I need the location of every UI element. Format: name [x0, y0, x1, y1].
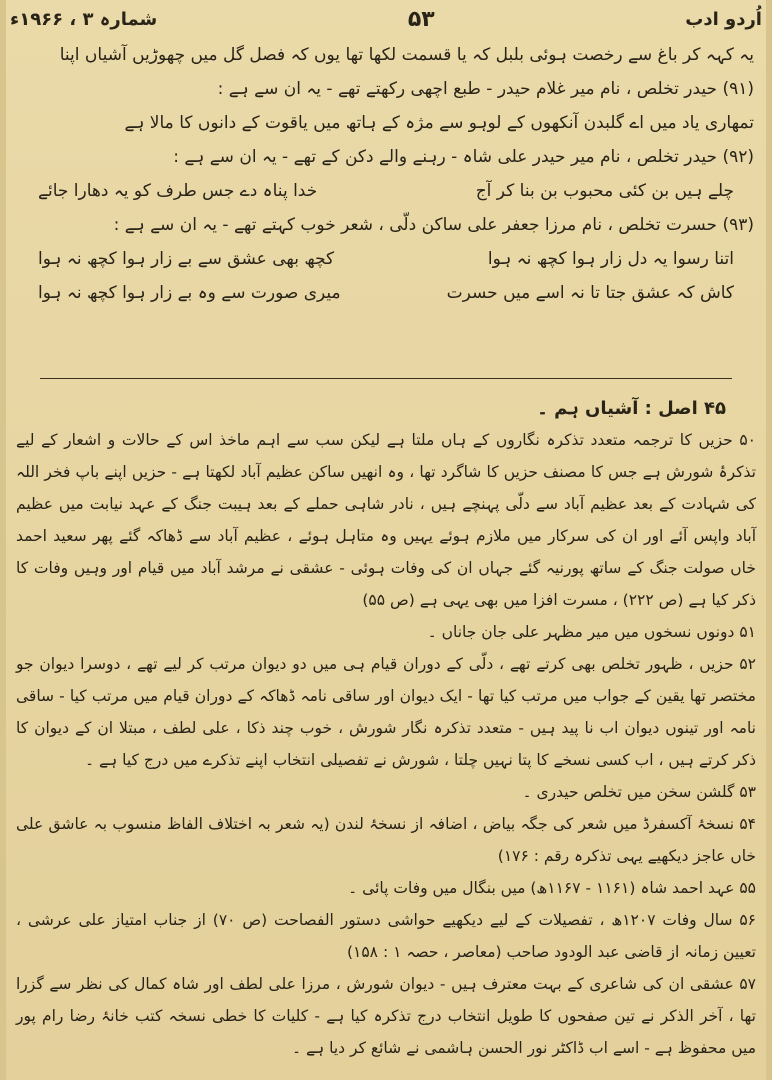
- footnote-53: ۵۳ گلشن سخن میں تخلص حیدری ۔: [522, 783, 756, 801]
- footnote-54: ۵۴ نسخۂ آکسفرڈ میں شعر کی جگہ بیاض ، اضافہ از نسخۂ لندن (یہ شعر بہ اختلاف الفاظ منسوب بہ عاشق علی خاں عاجز دیکھیے یہی تذکرہ رقم : ۱۷۶): [16, 815, 756, 865]
- verse-line: یہ کہہ کر باغ سے رخصت ہوئی بلبل کہ یا قسمت لکھا تھا یوں کہ فصل گل میں چھوڑیں آشیاں اپنا: [59, 45, 754, 65]
- footnotes-section: [16, 394, 756, 1064]
- hemistich-right: اتنا رسوا یہ دل زار ہوا کچھ نہ ہوا: [487, 249, 734, 269]
- page-edge-right: [766, 0, 772, 1080]
- hemistich-left: کچھ بھی عشق سے بے زار ہوا کچھ نہ ہوا: [38, 249, 335, 269]
- footnote-57: ۵۷ عشقی ان کی شاعری کے بہت معترف ہیں - دیوان شورش ، مرزا علی لطف اور شاہ کمال کی نظر سے گزرا تھا ، آخر الذکر نے تین صفحوں کا طویل انتخاب درج تذکرہ کیا ہے - کلیات کا خطی نسخہ کتب خانۂ رضا رام پور میں محفوظ ہے - اسے اب ڈاکٹر نور الحسن ہاشمی نے شائع کر دیا ہے ۔: [16, 975, 756, 1057]
- hemistich-left: خدا پناہ دے جس طرف کو یہ دھارا جائے: [38, 181, 318, 201]
- issue-label: شمارہ ۳ ، ۱۹۶۶ء: [10, 8, 158, 30]
- poet-entry-91: (۹۱) حیدر تخلص ، نام میر غلام حیدر - طبع اچھی رکھتے تھے - یہ ان سے ہے :: [217, 79, 754, 99]
- couplet: [18, 242, 754, 276]
- footnote-50: ۵۰ حزیں کا ترجمہ متعدد تذکرہ نگاروں کے ہاں ملتا ہے لیکن سب سے اہم ماخذ اس کے حالات و اشعار کے لیے تذکرۂ شورش ہے جس کا مصنف حزیں کا شاگرد تھا ، وہ انھیں ساکن عظیم آباد لکھتا ہے - حزیں اپنے باپ فخر اللہ کی شہادت کے بعد عظیم آباد سے دلّی پہنچے ہیں ، نادر شاہی حملے کے بعد ہیبت جنگ کے عہد نیابت میں عظیم آباد واپس آئے اور ان کی سرکار میں ملازم ہوئے یہیں وہ متاہل ہوئے ، عظیم آباد سے ڈھاکہ گئے پھر سعید احمد خاں صولت جنگ کے ساتھ پورنیہ گئے جہاں ان کی وفات ہوئی - عشقی نے مرشد آباد میں قیام اور وہیں وفات کا ذکر کیا ہے (ص ۲۲۲) ، مسرت افزا میں بھی یہی ہے (ص ۵۵): [16, 431, 756, 609]
- page-number: ۵۳: [407, 6, 435, 32]
- page-header: [10, 4, 762, 34]
- hemistich-left: میری صورت سے وہ بے زار ہوا کچھ نہ ہوا: [38, 283, 341, 303]
- couplet: [18, 276, 754, 310]
- footnote-divider: [40, 378, 732, 379]
- footnote-heading: ۴۵ اصل : آشیاں ہم ۔: [537, 398, 726, 419]
- page-edge-left: [0, 0, 6, 1080]
- journal-title: اُردو ادب: [685, 8, 762, 30]
- footnote-56: ۵۶ سال وفات ۱۲۰۷ھ ، تفصیلات کے لیے دیکھیے حواشی دستور الفصاحت (ص ۷۰) از جناب امتیاز علی عرشی ، تعیین زمانہ از قاضی عبد الودود صاحب (معاصر ، حصہ ۱ : ۱۵۸): [16, 911, 756, 961]
- footnote-51: ۵۱ دونوں نسخوں میں میر مظہر علی جان جاناں ۔: [427, 623, 756, 641]
- footnote-55: ۵۵ عہد احمد شاہ (۱۱۶۱ - ۱۱۶۷ھ) میں بنگال میں وفات پائی ۔: [348, 879, 756, 897]
- poetry-section: [18, 38, 754, 310]
- footnote-52: ۵۲ حزیں ، ظہور تخلص بھی کرتے تھے ، دلّی کے دوران قیام ہی میں دو دیوان مرتب کر لیے تھے ، دوسرا دیوان جو مختصر تھا یقین کے جواب میں مرتب کیا تھا - ایک دیوان اور ساقی نامہ ڈھاکہ کے دوران قیام میں مرتب کیا - ساقی نامہ اور تینوں دیوان اب نا پید ہیں - متعدد تذکرہ نگار شورش ، خوب چند ذکا ، علی لطف ، مبتلا ان کے دیوان کا ذکر کرتے ہیں ، اب کسی نسخے کا پتا نہیں چلتا ، شورش نے تفصیلی انتخاب اپنے تذکرے میں درج کیا ہے ۔: [16, 655, 756, 769]
- couplet: [18, 174, 754, 208]
- poet-entry-93: (۹۳) حسرت تخلص ، نام مرزا جعفر علی ساکن دلّی ، شعر خوب کہتے تھے - یہ ان سے ہے :: [113, 215, 754, 235]
- verse-line: تمھاری یاد میں اے گلبدن آنکھوں کے لوہو سے مژہ کے ہاتھ میں یاقوت کے دانوں کا مالا ہے: [124, 113, 754, 133]
- hemistich-right: چلے ہیں بن کئی محبوب بن بنا کر آج: [475, 181, 734, 201]
- hemistich-right: کاش کہ عشق جتا تا نہ اسے میں حسرت: [446, 283, 734, 303]
- poet-entry-92: (۹۲) حیدر تخلص ، نام میر حیدر علی شاہ - رہنے والے دکن کے تھے - یہ ان سے ہے :: [173, 147, 754, 167]
